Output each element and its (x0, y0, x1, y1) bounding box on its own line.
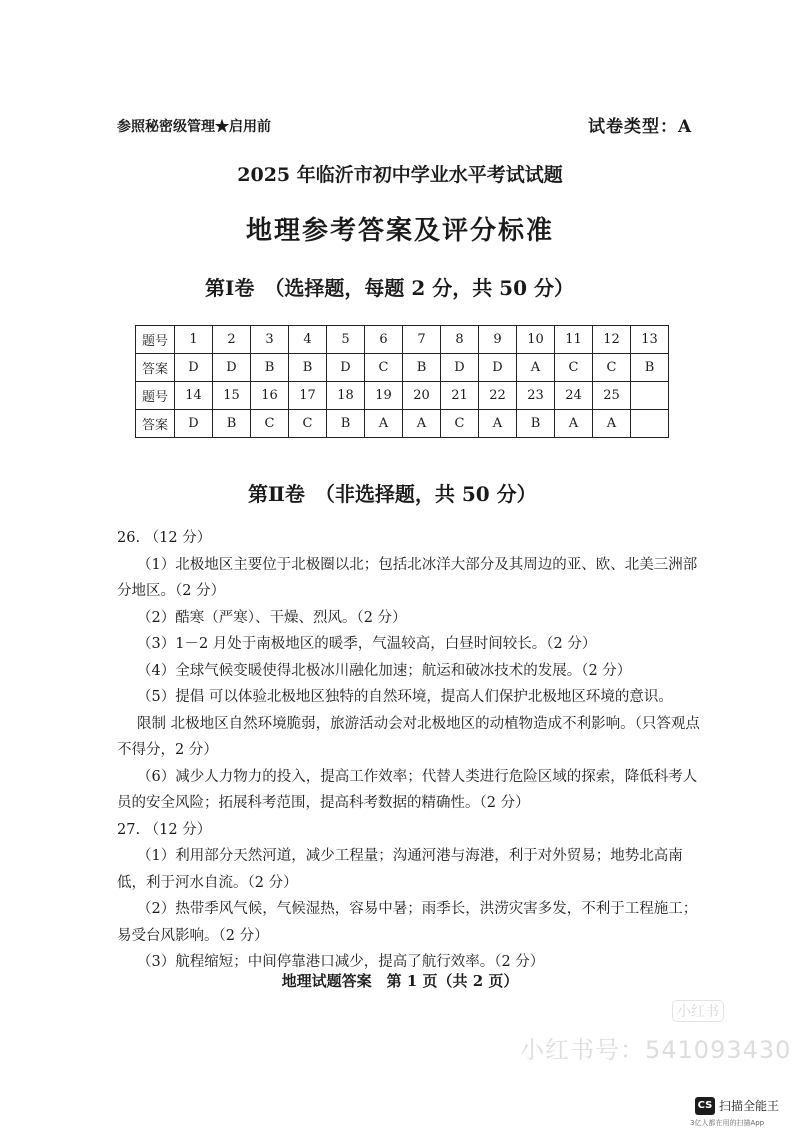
paper-type-label: 试卷类型：A (588, 117, 693, 137)
answer-table-cell: 25 (593, 382, 631, 410)
answer-table-cell: C (365, 354, 403, 382)
answer-table-cell: A (479, 410, 517, 438)
answer-table-cell: 2 (213, 326, 251, 354)
q27-part2: （2）热带季风气候，气候湿热，容易中暑；雨季长，洪涝灾害多发，不利于工程施工；易受台风影响。（2 分） (117, 901, 698, 944)
q26-part4: （4）全球气候变暖使得北极冰川融化加速；航运和破冰技术的发展。（2 分） (137, 662, 632, 679)
answer-table-cell: A (517, 354, 555, 382)
answer-table-cell: C (441, 410, 479, 438)
q26-part3: （3）1－2 月处于南极地区的暖季，气温较高，白昼时间较长。（2 分） (137, 636, 597, 652)
answer-table-row-header: 答案 (136, 410, 175, 438)
answer-table-cell: B (327, 410, 365, 438)
answer-table-cell: D (213, 354, 251, 382)
confidential-label: 参照秘密级管理★启用前 (117, 119, 271, 135)
answer-table (135, 325, 669, 438)
answer-table-cell: 1 (175, 326, 213, 354)
q26-part1: （1）北极地区主要位于北极圈以北；包括北冰洋大部分及其周边的亚、欧、北美三洲部分地区。（2 分） (117, 556, 698, 599)
answer-table-cell: C (593, 354, 631, 382)
answer-table-cell: 23 (517, 382, 555, 410)
answer-table-cell: 16 (251, 382, 289, 410)
answer-table-row-header: 答案 (136, 354, 175, 382)
page-footer: 地理试题答案 第 1 页（共 2 页） (281, 972, 519, 990)
answer-table-cell: 3 (251, 326, 289, 354)
answer-table-cell: B (517, 410, 555, 438)
answer-table-cell: C (555, 354, 593, 382)
answer-table-cell: 15 (213, 382, 251, 410)
answer-table-cell: B (213, 410, 251, 438)
answer-table-cell: 11 (555, 326, 593, 354)
answer-table-cell: D (175, 410, 213, 438)
answer-table-cell: B (251, 354, 289, 382)
q26-part5-restrict: 限制 北极地区自然环境脆弱，旅游活动会对北极地区的动植物造成不利影响。（只答观点不得分，2 分） (117, 715, 700, 758)
scanner-app-name: 扫描全能王 (719, 1099, 780, 1113)
answer-table-cell: 20 (403, 382, 441, 410)
answer-table-cell: 13 (631, 326, 669, 354)
answer-table-cell: D (327, 354, 365, 382)
q27-heading: 27. （12 分） (117, 821, 212, 838)
answer-table-cell: D (441, 354, 479, 382)
scanner-logo-icon: CS (695, 1097, 715, 1115)
answer-table-cell: 21 (441, 382, 479, 410)
answer-table-row (136, 354, 669, 382)
answer-table-cell: 4 (289, 326, 327, 354)
answer-table-cell: 12 (593, 326, 631, 354)
answer-table-cell: B (403, 354, 441, 382)
answer-table-cell: 9 (479, 326, 517, 354)
answer-table-row-header: 题号 (136, 326, 175, 354)
answer-table-cell: 17 (289, 382, 327, 410)
answer-table-cell: 10 (517, 326, 555, 354)
answer-content (117, 525, 707, 976)
answer-table-row (136, 382, 669, 410)
exam-title: 2025 年临沂市初中学业水平考试试题 (237, 164, 563, 186)
answer-table-cell: 22 (479, 382, 517, 410)
answer-table-cell: B (289, 354, 327, 382)
section2-title: 第Ⅱ卷 （非选择题，共 50 分） (248, 482, 537, 506)
answer-table-cell: 14 (175, 382, 213, 410)
q27-part3: （3）航程缩短；中间停靠港口减少，提高了航行效率。（2 分） (137, 954, 545, 970)
answer-table-cell: C (289, 410, 327, 438)
answer-table-cell: A (555, 410, 593, 438)
answer-table-cell: D (175, 354, 213, 382)
document-title: 地理参考答案及评分标准 (245, 216, 554, 246)
q26-part5-support: （5）提倡 可以体验北极地区独特的自然环境，提高人们保护北极地区环境的意识。 (137, 689, 673, 705)
answer-table-cell: C (251, 410, 289, 438)
section1-title: 第Ⅰ卷 （选择题，每题 2 分，共 50 分） (205, 276, 574, 300)
answer-table-cell: 6 (365, 326, 403, 354)
answer-table-cell: 8 (441, 326, 479, 354)
watermark-small: 小红书 (672, 1000, 724, 1022)
answer-table-row (136, 326, 669, 354)
q27-part1: （1）利用部分天然河道，减少工程量；沟通河港与海港，利于对外贸易；地势北高南低，利于河水自流。（2 分） (117, 848, 683, 891)
answer-table-row (136, 410, 669, 438)
answer-table-cell: 5 (327, 326, 365, 354)
answer-table-cell: B (631, 354, 669, 382)
answer-table-cell: D (479, 354, 517, 382)
answer-table-cell (631, 410, 669, 438)
answer-table-cell: A (365, 410, 403, 438)
answer-table-cell (631, 382, 669, 410)
answer-table-row-header: 题号 (136, 382, 175, 410)
answer-table-cell: 19 (365, 382, 403, 410)
q26-part2: （2）酷寒（严寒）、干燥、烈风。（2 分） (137, 609, 407, 626)
answer-table-cell: 24 (555, 382, 593, 410)
q26-heading: 26. （12 分） (117, 530, 212, 546)
q26-part6: （6）减少人力物力的投入，提高工作效率；代替人类进行危险区域的探索，降低科考人员的安全风险；拓展科考范围，提高科考数据的精确性。（2 分） (117, 768, 698, 811)
answer-table-cell: 7 (403, 326, 441, 354)
scanner-tagline: 3亿人都在用的扫描App (690, 1119, 765, 1127)
answer-table-cell: A (403, 410, 441, 438)
watermark-text: 小红书号：541093430 (520, 1036, 792, 1064)
answer-table-cell: 18 (327, 382, 365, 410)
answer-table-cell: A (593, 410, 631, 438)
